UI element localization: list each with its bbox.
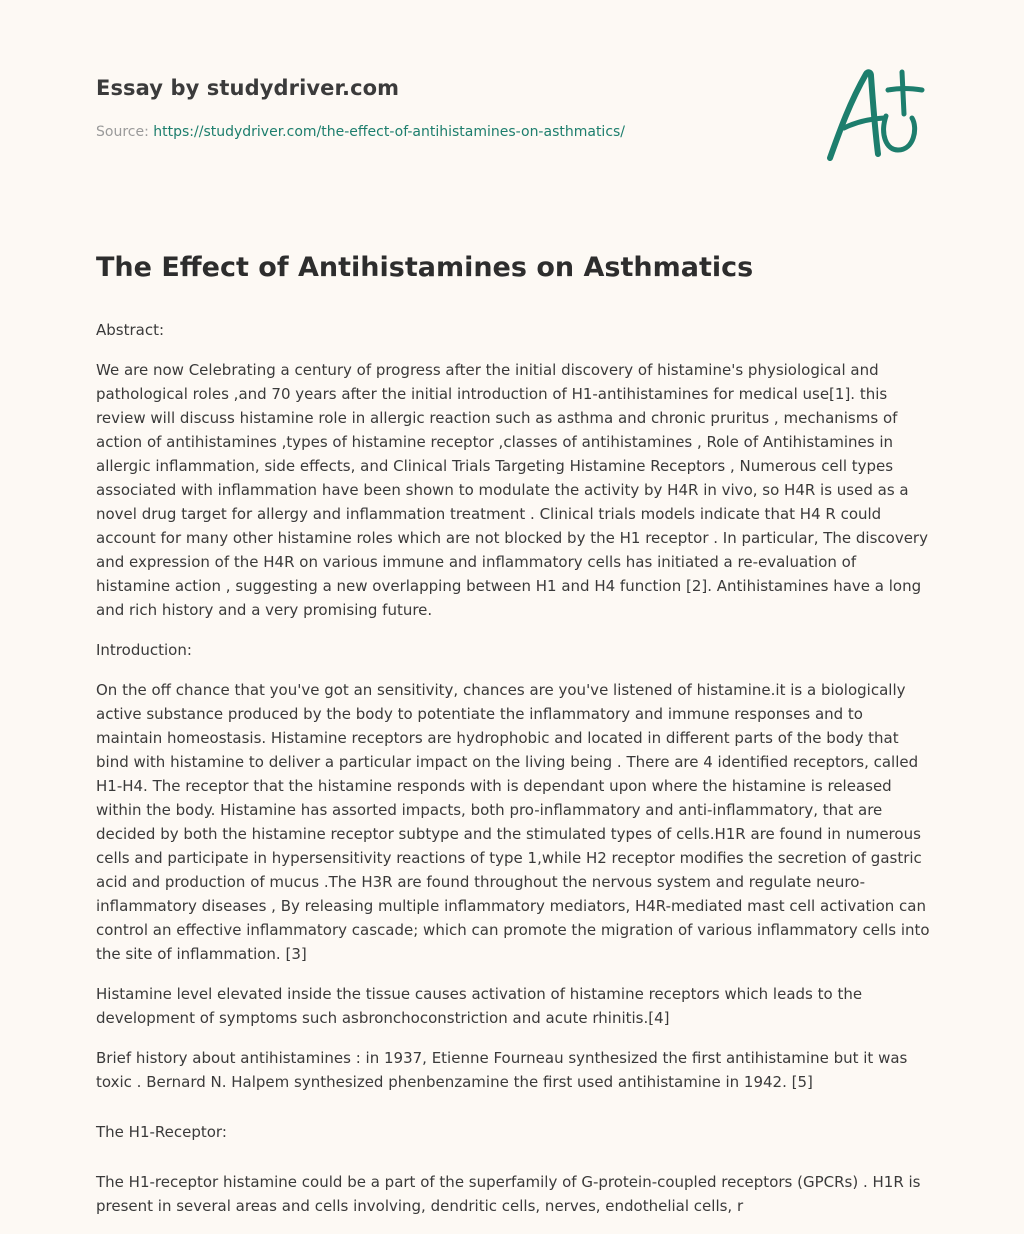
history-paragraph: Brief history about antihistamines : in 1937, Etienne Fourneau synthesized the first antihistamine but it was toxic . Bernard N. Halpem synthesized phenbenzamine the first used antihistamine in 1942. [5] [96,1049,908,1091]
site-brand: Essay by studydriver.com [96,76,400,100]
essay-body [96,318,930,1234]
abstract-heading: Abstract: [96,321,165,339]
h1-receptor-heading: The H1-Receptor: [96,1123,227,1141]
a-plus-grade-icon [818,64,930,168]
abstract-paragraph: We are now Celebrating a century of progress after the initial discovery of histamine's physiological and pathological roles ,and 70 years after the initial introduction of H1-antihistamines for medical use[1]. this review will discuss histamine role in allergic reaction such as asthma and chronic pruritus , mechanisms of action of antihistamines ,types of histamine receptor ,classes of antihistamines , Role of Antihistamines in allergic inflammation, side effects, and Clinical Trials Targeting Histamine Receptors , Numerous cell types associated with inflammation have been shown to modulate the activity by H4R in vivo, so H4R is used as a novel drug target for allergy and inflammation treatment . Clinical trials models indicate that H4 R could account for many other histamine roles which are not blocked by the H1 receptor . In particular, The discovery and expression of the H4R on various immune and inflammatory cells has initiated a re-evaluation of histamine action , suggesting a new overlapping between H1 and H4 function [2]. Antihistamines have a long and rich history and a very promising future. [96,361,928,619]
h1-receptor-paragraph: The H1-receptor histamine could be a part of the superfamily of G-protein-coupled receptors (GPCRs) . H1R is present in several areas and cells involving, dendritic cells, nerves, endothelial cells, r [96,1173,921,1215]
source-line [96,124,736,140]
histamine-level-paragraph: Histamine level elevated inside the tissue causes activation of histamine receptors which leads to the development of symptoms such asbronchoconstriction and acute rhinitis.[4] [96,985,863,1027]
introduction-heading: Introduction: [96,641,192,659]
source-link[interactable]: https://studydriver.com/the-effect-of-antihistamines-on-asthmatics/ [153,124,626,140]
essay-title: The Effect of Antihistamines on Asthmatics [96,252,754,283]
page-header [96,76,736,140]
source-label: Source: [96,124,154,140]
introduction-paragraph: On the off chance that you've got an sensitivity, chances are you've listened of histamine.it is a biologically active substance produced by the body to potentiate the inflammatory and immune responses and to maintain homeostasis. Histamine receptors are hydrophobic and located in different parts of the body that bind with histamine to deliver a particular impact on the living being . There are 4 identified receptors, called H1-H4. The receptor that the histamine responds with is dependant upon where the histamine is released within the body. Histamine has assorted impacts, both pro-inflammatory and anti-inflammatory, that are decided by both the histamine receptor subtype and the stimulated types of cells.H1R are found in numerous cells and participate in hypersensitivity reactions of type 1,while H2 receptor modifies the secretion of gastric acid and production of mucus .The H3R are found throughout the nervous system and regulate neuro-inflammatory diseases , By releasing multiple inflammatory mediators, H4R-mediated mast cell activation can control an effective inflammatory cascade; which can promote the migration of various inflammatory cells into the site of inflammation. [3] [96,681,930,963]
